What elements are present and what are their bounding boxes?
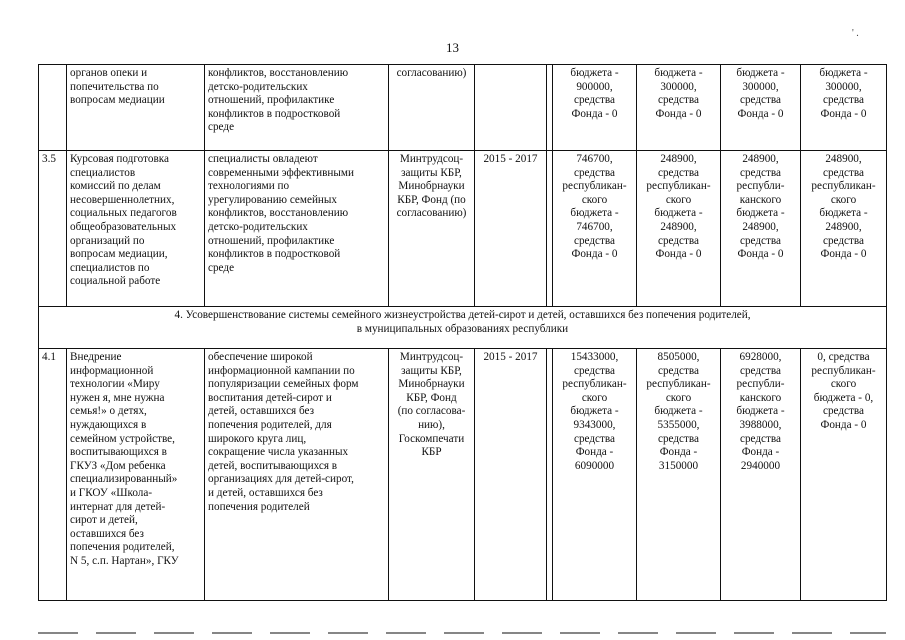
row-number — [39, 65, 67, 151]
funding-2017: 6928000, средства республи- канского бюджета - 3988000, средства Фонда - 2940000 — [721, 349, 801, 601]
funding-2018: бюджета - 300000, средства Фонда - 0 — [801, 65, 887, 151]
row-number: 3.5 — [39, 151, 67, 307]
funding-2015: бюджета - 900000, средства Фонда - 0 — [553, 65, 637, 151]
expected-result: обеспечение широкой информационной кампании по популяризации семейных форм воспитания детей-сирот и детей, оставшихся без попечения родителей, для широкого круга лиц, сокращение числа указанных детей, воспитывающихся в организациях для детей-сирот, и детей, оставшихся без попечения родителей — [205, 349, 389, 601]
funding-2016: 248900, средства республикан- ского бюджета - 248900, средства Фонда - 0 — [637, 151, 721, 307]
responsible-executors: Минтрудсоц- защиты КБР, Минобрнауки КБР, Фонд (по согласованию) — [389, 151, 475, 307]
table-row — [39, 65, 887, 151]
expected-result: конфликтов, восстановлению детско-родительских отношений, профилактике конфликтов в подростковой среде — [205, 65, 389, 151]
funding-2017: 248900, средства республи- канского бюджета - 248900, средства Фонда - 0 — [721, 151, 801, 307]
funding-2017: бюджета - 300000, средства Фонда - 0 — [721, 65, 801, 151]
funding-2016: бюджета - 300000, средства Фонда - 0 — [637, 65, 721, 151]
table-row — [39, 349, 887, 601]
table-row — [39, 151, 887, 307]
section-heading: 4. Усовершенствование системы семейного жизнеустройства детей-сирот и детей, оставшихся без попечения родителей, в муниципальных образованиях республики — [39, 307, 887, 349]
section-row — [39, 307, 887, 349]
funding-2015: 15433000, средства республикан- ского бюджета - 9343000, средства Фонда - 6090000 — [553, 349, 637, 601]
responsible-executors: согласованию) — [389, 65, 475, 151]
program-table — [38, 64, 887, 601]
row-number: 4.1 — [39, 349, 67, 601]
measure-name: Внедрение информационной технологии «Миру нужен я, мне нужна семья!» о детях, нуждающихся в семейном устройстве, воспитывающихся в ГКУЗ «Дом ребенка специализированный» и ГКОУ «Школа- интернат для детей- сирот и детей, оставшихся без попечения родителей, N 5, с.п. Нартан», ГКУ — [67, 349, 205, 601]
implementation-term — [475, 65, 547, 151]
funding-2015: 746700, средства республикан- ского бюджета - 746700, средства Фонда - 0 — [553, 151, 637, 307]
funding-2018: 0, средства республикан- ского бюджета - 0, средства Фонда - 0 — [801, 349, 887, 601]
implementation-term: 2015 - 2017 — [475, 151, 547, 307]
page-number: 13 — [446, 40, 459, 55]
scan-artifact-line — [38, 632, 886, 634]
funding-2016: 8505000, средства республикан- ского бюджета - 5355000, средства Фонда - 3150000 — [637, 349, 721, 601]
responsible-executors: Минтрудсоц- защиты КБР, Минобрнауки КБР, Фонд (по согласова- нию), Госкомпечати КБР — [389, 349, 475, 601]
measure-name: органов опеки и попечительства по вопросам медиации — [67, 65, 205, 151]
funding-2018: 248900, средства республикан- ского бюджета - 248900, средства Фонда - 0 — [801, 151, 887, 307]
measure-name: Курсовая подготовка специалистов комиссий по делам несовершеннолетних, социальных педагогов общеобразовательных организаций по вопросам медиации, специалистов по социальной работе — [67, 151, 205, 307]
scan-marks: ' . — [852, 28, 859, 39]
implementation-term: 2015 - 2017 — [475, 349, 547, 601]
expected-result: специалисты овладеют современными эффективными технологиями по урегулированию семейных конфликтов, восстановлению детско-родительских отношений, профилактике конфликтов в подростковой среде — [205, 151, 389, 307]
